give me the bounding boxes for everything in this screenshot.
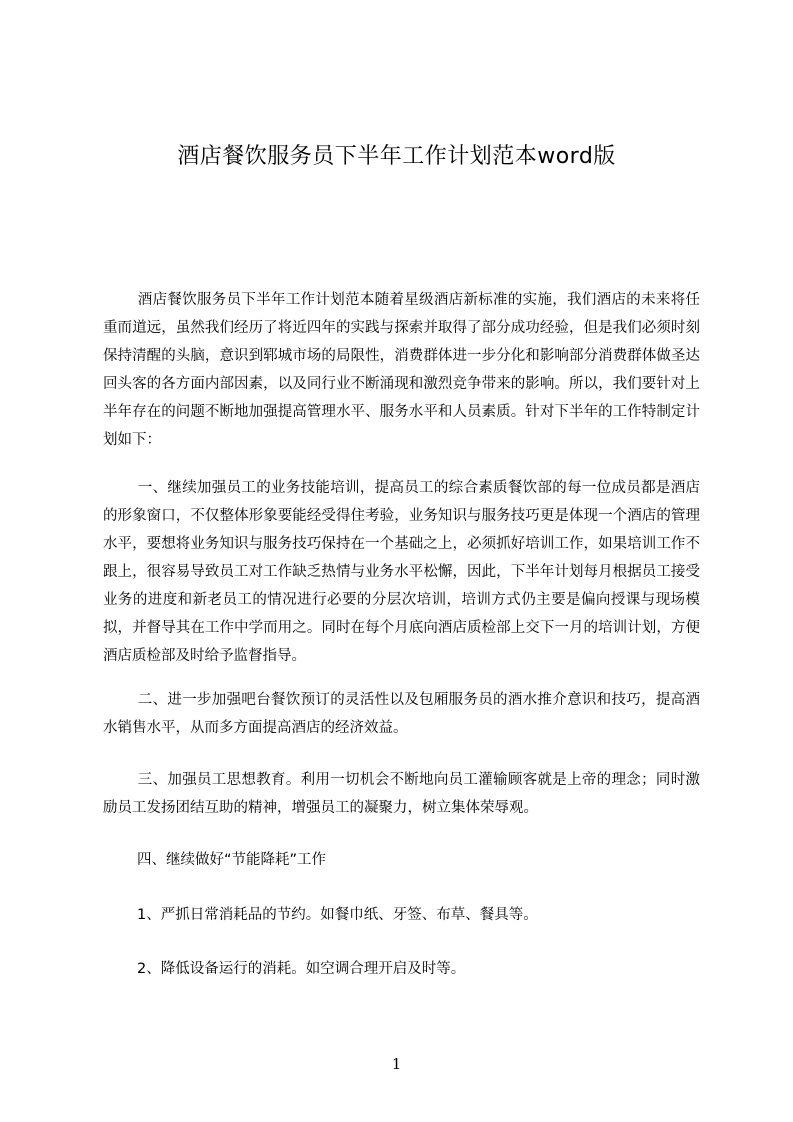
section-four-item-1: 1、严抓日常消耗品的节约。如餐巾纸、牙签、布草、餐具等。 <box>137 907 538 923</box>
page-number: 1 <box>391 1055 402 1073</box>
intro-paragraph: 酒店餐饮服务员下半年工作计划范本随着星级酒店新标准的实施，我们酒店的未来将任重而道远，虽然我们经历了将近四年的实践与探索并取得了部分成功经验，但是我们必须时刻保持清醒的头脑，意识到郓城市场的局限性，消费群体进一步分化和影响部分消费群体做圣达回头客的各方面内部因素，以及同行业不断涌现和激烈竞争带来的影响。所以，我们要针对上半年存在的问题不断地加强提高管理水平、服务水平和人员素质。针对下半年的工作特制定计划如下： <box>103 292 700 448</box>
section-four-heading: 四、继续做好“节能降耗”工作 <box>137 852 327 868</box>
section-two-paragraph: 二、进一步加强吧台餐饮预订的灵活性以及包厢服务员的酒水推介意识和技巧，提高酒水销售水平，从而多方面提高酒店的经济效益。 <box>103 692 700 736</box>
document-title: 酒店餐饮服务员下半年工作计划范本word版 <box>177 144 616 169</box>
section-four-item-2: 2、降低设备运行的消耗。如空调合理开启及时等。 <box>137 961 466 977</box>
section-three-paragraph: 三、加强员工思想教育。利用一切机会不断地向员工灌输顾客就是上帝的理念；同时激励员工发扬团结互助的精神，增强员工的凝聚力，树立集体荣辱观。 <box>103 772 700 816</box>
section-one-paragraph: 一、继续加强员工的业务技能培训，提高员工的综合素质餐饮部的每一位成员都是酒店的形象窗口，不仅整体形象要能经受得住考验，业务知识与服务技巧更是体现一个酒店的管理水平，要想将业务知识与服务技巧保持在一个基础之上，必须抓好培训工作，如果培训工作不跟上，很容易导致员工对工作缺乏热情与业务水平松懈，因此，下半年计划每月根据员工接受业务的进度和新老员工的情况进行必要的分层次培训，培训方式仍主要是偏向授课与现场模拟，并督导其在工作中学而用之。同时在每个月底向酒店质检部上交下一月的培训计划，方便酒店质检部及时给予监督指导。 <box>103 480 700 664</box>
